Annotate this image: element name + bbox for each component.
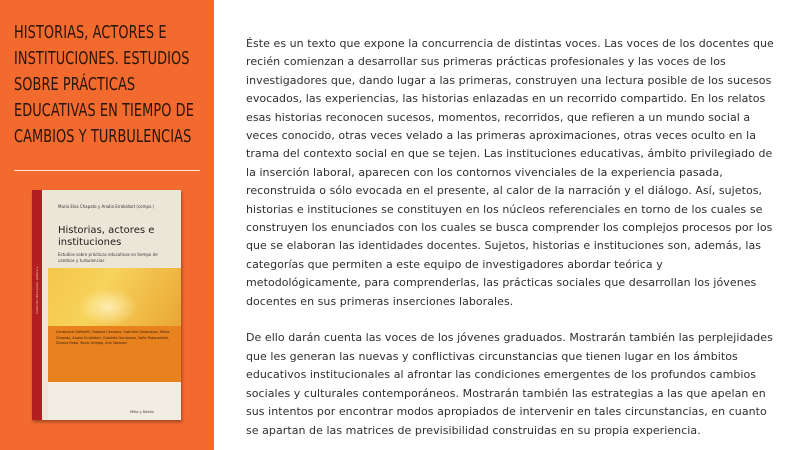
description-text bbox=[246, 35, 776, 440]
book-cover-photo-highlight bbox=[78, 288, 138, 326]
book-cover-image bbox=[32, 190, 181, 420]
book-cover-photo bbox=[48, 268, 181, 326]
book-cover-bottom bbox=[48, 382, 181, 420]
sidebar-divider bbox=[14, 170, 200, 171]
book-title: Historias, actores e instituciones bbox=[58, 225, 155, 248]
book-authors: María Elsa Chapato y Analía Errobidart (comps.) bbox=[58, 204, 154, 209]
sidebar-title: HISTORIAS, ACTORES E INSTITUCIONES. ESTUDIOS SOBRE PRÁCTICAS EDUCATIVAS EN TIEMPO DE CAMBIOS Y TURBULENCIAS bbox=[14, 23, 194, 147]
book-spine bbox=[32, 190, 42, 420]
sidebar bbox=[0, 0, 214, 450]
description-paragraph-2: De ello darán cuenta las voces de los jóvenes graduados. Mostrarán también las perplejidades que les generan las nuevas y conflictivas circunstancias que tienen lugar en los ámbitos educativos institucionales al afrontar las condiciones emergentes de los profundos cambios sociales y culturales contemporáneos. Mostrarán también las estrategias a las que apelan en sus intentos por encontrar modos apropiados de intervenir en tales circunstancias, en cuanto se apartan de las matrices de previsibilidad construidas en su propia experiencia. bbox=[246, 331, 773, 437]
book-subtitle: Estudios sobre prácticas educativas en tiempo de cambios y turbulencias bbox=[58, 252, 158, 263]
book-publisher: Miño y Dávila bbox=[130, 410, 154, 414]
book-contributors: Constanza Caffarelli, Fabiana Carrasco, Gabriela Casamayor, María Chapato, Analía Errobidart, Gabriela Gordonelo, Sofía Pasquariello, Silvana Rossi, Rocío Urtiaga, Ana Vázquez bbox=[48, 326, 181, 382]
book-spine-text: Colección: Educación, política y bbox=[35, 266, 39, 314]
description-paragraph-1: Éste es un texto que expone la concurrencia de distintas voces. Las voces de los docentes que recién comienzan a desarrollar sus primeras prácticas profesionales y las voces de los investigadores que, dando lugar a las primeras, construyen una lectura posible de los sucesos evocados, las experiencias, las historias enlazadas en un recorrido compartido. En los relatos esas historias reconocen sucesos, momentos, recorridos, que refieren a un mundo social a veces conocido, otras veces velado a las primeras aproximaciones, otras veces oculto en la trama del contexto social en que se tejen. Las instituciones educativas, ámbito privilegiado de la inserción laboral, aparecen con los contornos vivenciales de la experiencia pasada, reconstruida o sólo evocada en el presente, al calor de la narración y el diálogo. Así, sujetos, historias e instituciones se constituyen en los núcleos referenciales en torno de los cuales se construyen los enunciados con los cuales se busca comprender los complejos procesos por los que se elaboran las identidades docentes. Sujetos, historias e instituciones son, además, las categorías que permiten a este equipo de investigadores abordar teórica y metodológicamente, para comprenderlas, las prácticas sociales que desarrollan los jóvenes docentes en sus primeras inserciones laborales. bbox=[246, 37, 774, 308]
